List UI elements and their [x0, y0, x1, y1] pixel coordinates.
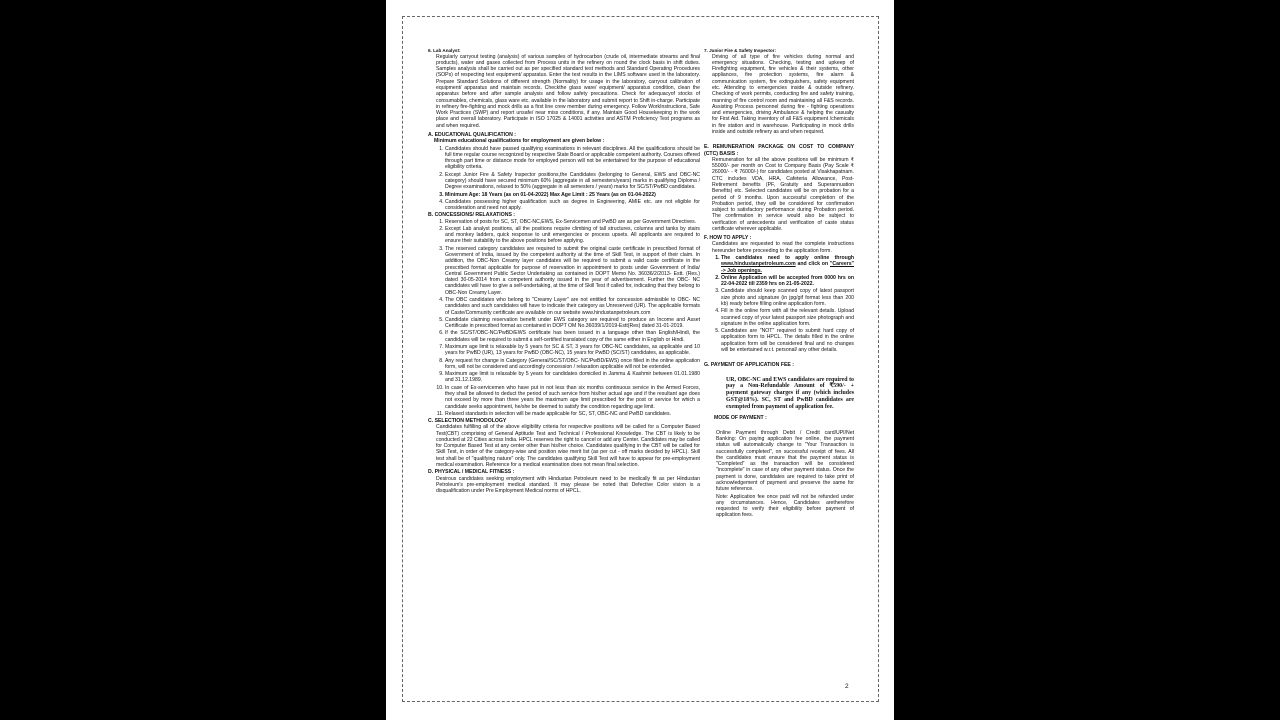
left-column — [428, 48, 700, 495]
list-item: 3. Candidate should keep scanned copy of latest passport size photo and signature (in jpg/gif format less than 200 kb) ready before filling online application form. — [721, 288, 854, 307]
list-item: 5. Candidates are "NOT" required to submit hard copy of application form to HPCL. The details filled in the online application form will be considered final and no changes will be entertained w.r.t. personal/ any other details. — [721, 328, 854, 353]
list-item: 8. Any request for change in Category (General/SC/ST/OBC- NC/PwBD/EWS) once filled in the online application form, will not be considered and accordingly concession / relaxation applicable will not be extended. — [445, 358, 700, 371]
note-text: Note: Application fee once paid will not be refunded under any circumstances. Hence, Candidates aretherefore requested to verify their eligibility before payment of application fees. — [716, 493, 854, 519]
section-a-title: A. EDUCATIONAL QUALIFICATION : — [428, 131, 516, 138]
list-item: 2. Online Application will be accepted from 0000 hrs on 22-04-2022 till 2359 hrs on 21-05-2022. — [721, 275, 854, 288]
list-item: 10. In case of Ex-servicemen who have put in not less than six months continuous service in the Armed Forces, they shall be allowed to deduct the period of such service from his/her actual age and if the resultant age does not exceed by more than three years the maximum age limit prescribed for the post or service for which a candidate seeks appointment, he/she be deemed to satisfy the condition regarding age limit. — [445, 385, 700, 410]
list-item: 11. Relaxed standards in selection will be made applicable for SC, ST, OBC-NC and PwBD candidates. — [445, 411, 700, 417]
apply-online-text-2: and click on — [797, 261, 829, 268]
list-item: 6. If the SC/ST/OBC-NC/PwBD/EWS certificate has been issued in a language other than English/Hindi, the candidates will be required to submit a self-certified translated copy of the same either in English or Hindi. — [445, 330, 700, 343]
section-g-title: G. PAYMENT OF APPLICATION FEE : — [704, 362, 794, 369]
list-item: 4. Fill in the online form with all the relevant details. Upload scanned copy of your latest passport size photograph and signature in the online application form. — [721, 308, 854, 327]
section-e-title: E. REMUNERATION PACKAGE ON COST TO COMPANY (CTC) BASIS : — [704, 144, 854, 157]
section-e-text: Remuneration for all the above positions will be minimum ₹ 55000/- per month on Cost to Company Basis (Pay Scale ₹ 26000/- - ₹ 76000/-) for candidates posted at Visakhapatnam. CTC includes VDA, HRA, Cafeteria Allowance, Post- Retirement benefits (PF, Gratuity and Superannuation Benefits) etc. Selected candidates will be on probation for a period of 9 months. Upon successful completion of the Probation period, they will be considered for confirmation subject to satisfactory performance during Probation period. The confirmation in service would also be subject to verification of antecedents and verification of caste status certificate wherever applicable. — [712, 156, 854, 232]
careers-link[interactable]: "Careers" -> Job openings. — [721, 261, 854, 274]
list-item — [721, 255, 854, 274]
list-item: 4. Candidates possessing higher qualification such as degree in Engineering, AMIE etc. are not eligible for consideration and need not apply. — [445, 199, 700, 212]
list-item: 4. The OBC candidates who belong to "Creamy Layer" are not entitled for concession admissible to OBC- NC candidates and such candidates will have to indicate their category as Unreserved (UR). The applicable formats of Caste/Community certificate are available on our website www.hindustanpetroleum.com — [445, 297, 700, 316]
mode-of-payment-title: MODE OF PAYMENT : — [714, 415, 767, 422]
lab-analyst-title: 6. Lab Analyst: — [428, 48, 461, 53]
right-column — [704, 48, 854, 520]
fire-safety-text: Driving of all type of fire vehicles during normal and emergency situations. Checking, testing and upkeep of Firefighting equipment, fire vehicles & their systems, other appliances, fire protection systems, fire alarm & communication system, fire extinguishers, safety equipment etc. Attending to emergencies inside & outside refinery. Checking of work permits, conducting fire and safety training, manning of fire control room and maintaining all F&S records. Assisting Process personnel during fire - fighting operations and emergencies, driving Ambulance & helping the casualty for First Aid. Taking inventory of all F&S equipment /chemicals in fire station and in warehouse. Participating in mock drills inside and outside refinery as and when required. — [712, 53, 854, 135]
lab-analyst-text: Regularly carryout testing (analysis) of various samples of hydrocarbon (crude oil, intermediate streams and final products), water and gases collected from Process units in the refinery on round the clock basis in shift duties. Samples analysis shall be carried out as per specified standard test methods and Standard Operating Procedures (SOPs) of respecting test equipment/ apparatus. Enter the test results in the LIMS software used in the laboratory. Prepare Standard Solutions of different strength (Normality) for usage in the laboratory, carryout calibration of equipment/ apparatus and maintain records. Checkthe glass ware/ equipment/ apparatus condition, clean the apparatus before and after sample analysis and follow safety precautions. Check for adequacyof stocks of consumables, chemicals, glass ware etc. available in the laboratory and submit report to Shift in-charge. Participate in refinery fire-fighting and mock drills as a first line crew member during emergency. Follow WorkInstructions, Safe Work Practices (SWP) and report unsafe/ near miss conditions, if any. Maintain Good Housekeeping in the work place and overall laboratory. Participate in ISO 17025 & 14001 activities and ASTM Proficiency Test programs as and when required. — [436, 53, 700, 129]
section-c-text: Candidates fulfilling all of the above eligibility criteria for respective positions will be called for a Computer Based Test(CBT) comprising of General Aptitude Test and Technical / Professional Knowledge. The CBT is likely to be conducted at 22 Cities across India. HPCL reserves the right to cancel or add any Center. Candidates may be called for Computer Based Test at any center other than his/her choice. Candidates qualifying in the CBT will be called for Skill Test, in order of the category-wise and position wise merit list (as per cut - off marks decided by HPCL). Skill test shall be of "qualifying nature" only. The candidates qualifying Skill Test will have to appear for pre-employment medical examination. Reference for a medical examination does not mean final selection. — [436, 424, 700, 469]
apply-online-text: The candidates need to apply online through — [721, 255, 854, 262]
page-number: 2 — [845, 683, 849, 690]
list-item: 2. Except Lab analyst positions, all the positions require climbing of tall structures, columns and tanks by stairs and monkey ladders, quick response to unit emergencies or process upsets. All applicants are required to ensure their suitability to the above positions before applying. — [445, 226, 700, 245]
website-link[interactable]: www.hindustanpetroleum.com — [721, 261, 796, 268]
list-item: 1. Candidates should have passed qualifying examinations in relevant disciplines. All the qualifications should be full time regular course recognized by respective State Board or applicable competent authority. Courses offered through part time or distance mode for employed person will not be entertained for the purpose of educational eligibility criteria. — [445, 146, 700, 171]
list-item: 5. Candidate claiming reservation benefit under EWS category are required to produce an Income and Asset Certificate in prescribed format as contained in DOPT OM No.36039/1/2019-Estt(Res) dated 31-01-2019. — [445, 317, 700, 330]
section-a-list — [428, 146, 700, 212]
section-f-text: Candidates are requested to read the complete instructions hereunder before proceeding to the application form. — [712, 241, 854, 254]
section-b-list — [428, 219, 700, 417]
section-b-title: B. CONCESSIONS/ RELAXATIONS : — [428, 212, 516, 219]
section-g-text: UR, OBC-NC and EWS candidates are required to pay a Non-Refundable Amount of ₹590/- + payment gateway charges if any (which includes GST@18%). SC, ST and PwBD candidates are exempted from payment of application fee. — [726, 376, 854, 410]
list-item: 7. Maximum age limit is relaxable by 5 years for SC & ST, 3 years for OBC-NC candidates, as applicable and 10 years for PwBD (UR), 13 years for PwBD (OBC-NC), 15 years for PwBD (SC/ST) candidates, as applicable. — [445, 344, 700, 357]
list-item: 1. Reservation of posts for SC, ST, OBC-NC,EWS, Ex-Servicemen and PwBD are as per Government Directives. — [445, 219, 700, 225]
section-f-list — [704, 255, 854, 353]
list-item: 3. The reserved category candidates are required to submit the original caste certificate in prescribed format of Government of India, issued by the competent authority at the time of Skill Test, in support of their claim. In addition, the OBC-Non Creamy layer candidates will be required to submit a valid caste certificate in the prescribed format applicable for purpose of reservation in appointment to posts under Government of India/ Central Government Public Sector Undertaking as contained in DOPT Memo No. 36036/2/2013- Estt. (Res.) dated 30-05-2014 from a competent authority issued in the year of advertisement. Further the OBC- NC candidates will have to give a self-undertaking, at the time of Skill Test if called for, indicating that they belong to OBC-Non Creamy Layer. — [445, 246, 700, 296]
document-page — [386, 0, 894, 720]
fire-safety-title: 7. Junior Fire & Safety Inspector: — [704, 48, 776, 53]
list-item: 2. Except Junior Fire & Safety Inspector positions,the Candidates (belonging to General, EWS and OBC-NC category) should have secured minimum 60% (aggregate in all semesters/years) marks in qualifying Diploma / Degree examinations, relaxed to 50% (aggregate in all semesters / years) marks for SC/ST/PwBD candidates. — [445, 172, 700, 191]
section-a-subtitle: Minimum educational qualifications for employment are given below : — [434, 138, 605, 145]
section-f-title: F. HOW TO APPLY : — [704, 235, 752, 242]
section-d-title: D. PHYSICAL / MEDICAL FITNESS : — [428, 469, 515, 476]
section-c-title: C. SELECTION METHODOLOGY — [428, 418, 507, 425]
list-item: 9. Maximum age limit is relaxable by 5 years for candidates domiciled in Jammu & Kashmir between 01.01.1980 and 31.12.1989. — [445, 371, 700, 384]
section-d-text: Desirous candidates seeking employment with Hindustan Petroleum need to be medically fit as per Hindustan Petroleum's pre-employment medical standard. It may please be noted that Defective Color vision is a disqualification under Pre Employment Medical norms of HPCL. — [436, 475, 700, 495]
list-item: 3. Minimum Age: 18 Years (as on 01-04-2022) Max Age Limit : 25 Years (as on 01-04-2022) — [445, 192, 700, 198]
mode-of-payment-text: Online Payment through Debit / Credit card/UPI/Net Banking: On paying application fee online, the payment status will automatically change to "Your Transaction is successfully completed", on successful receipt of fees. All the candidates must ensure that the payment status is "Completed" as the transaction will be considered "incomplete" in case of any other payment status. Once the payment is done, candidates are required to take print of acknowledgement of payment and preserve the same for future reference. — [716, 429, 854, 493]
